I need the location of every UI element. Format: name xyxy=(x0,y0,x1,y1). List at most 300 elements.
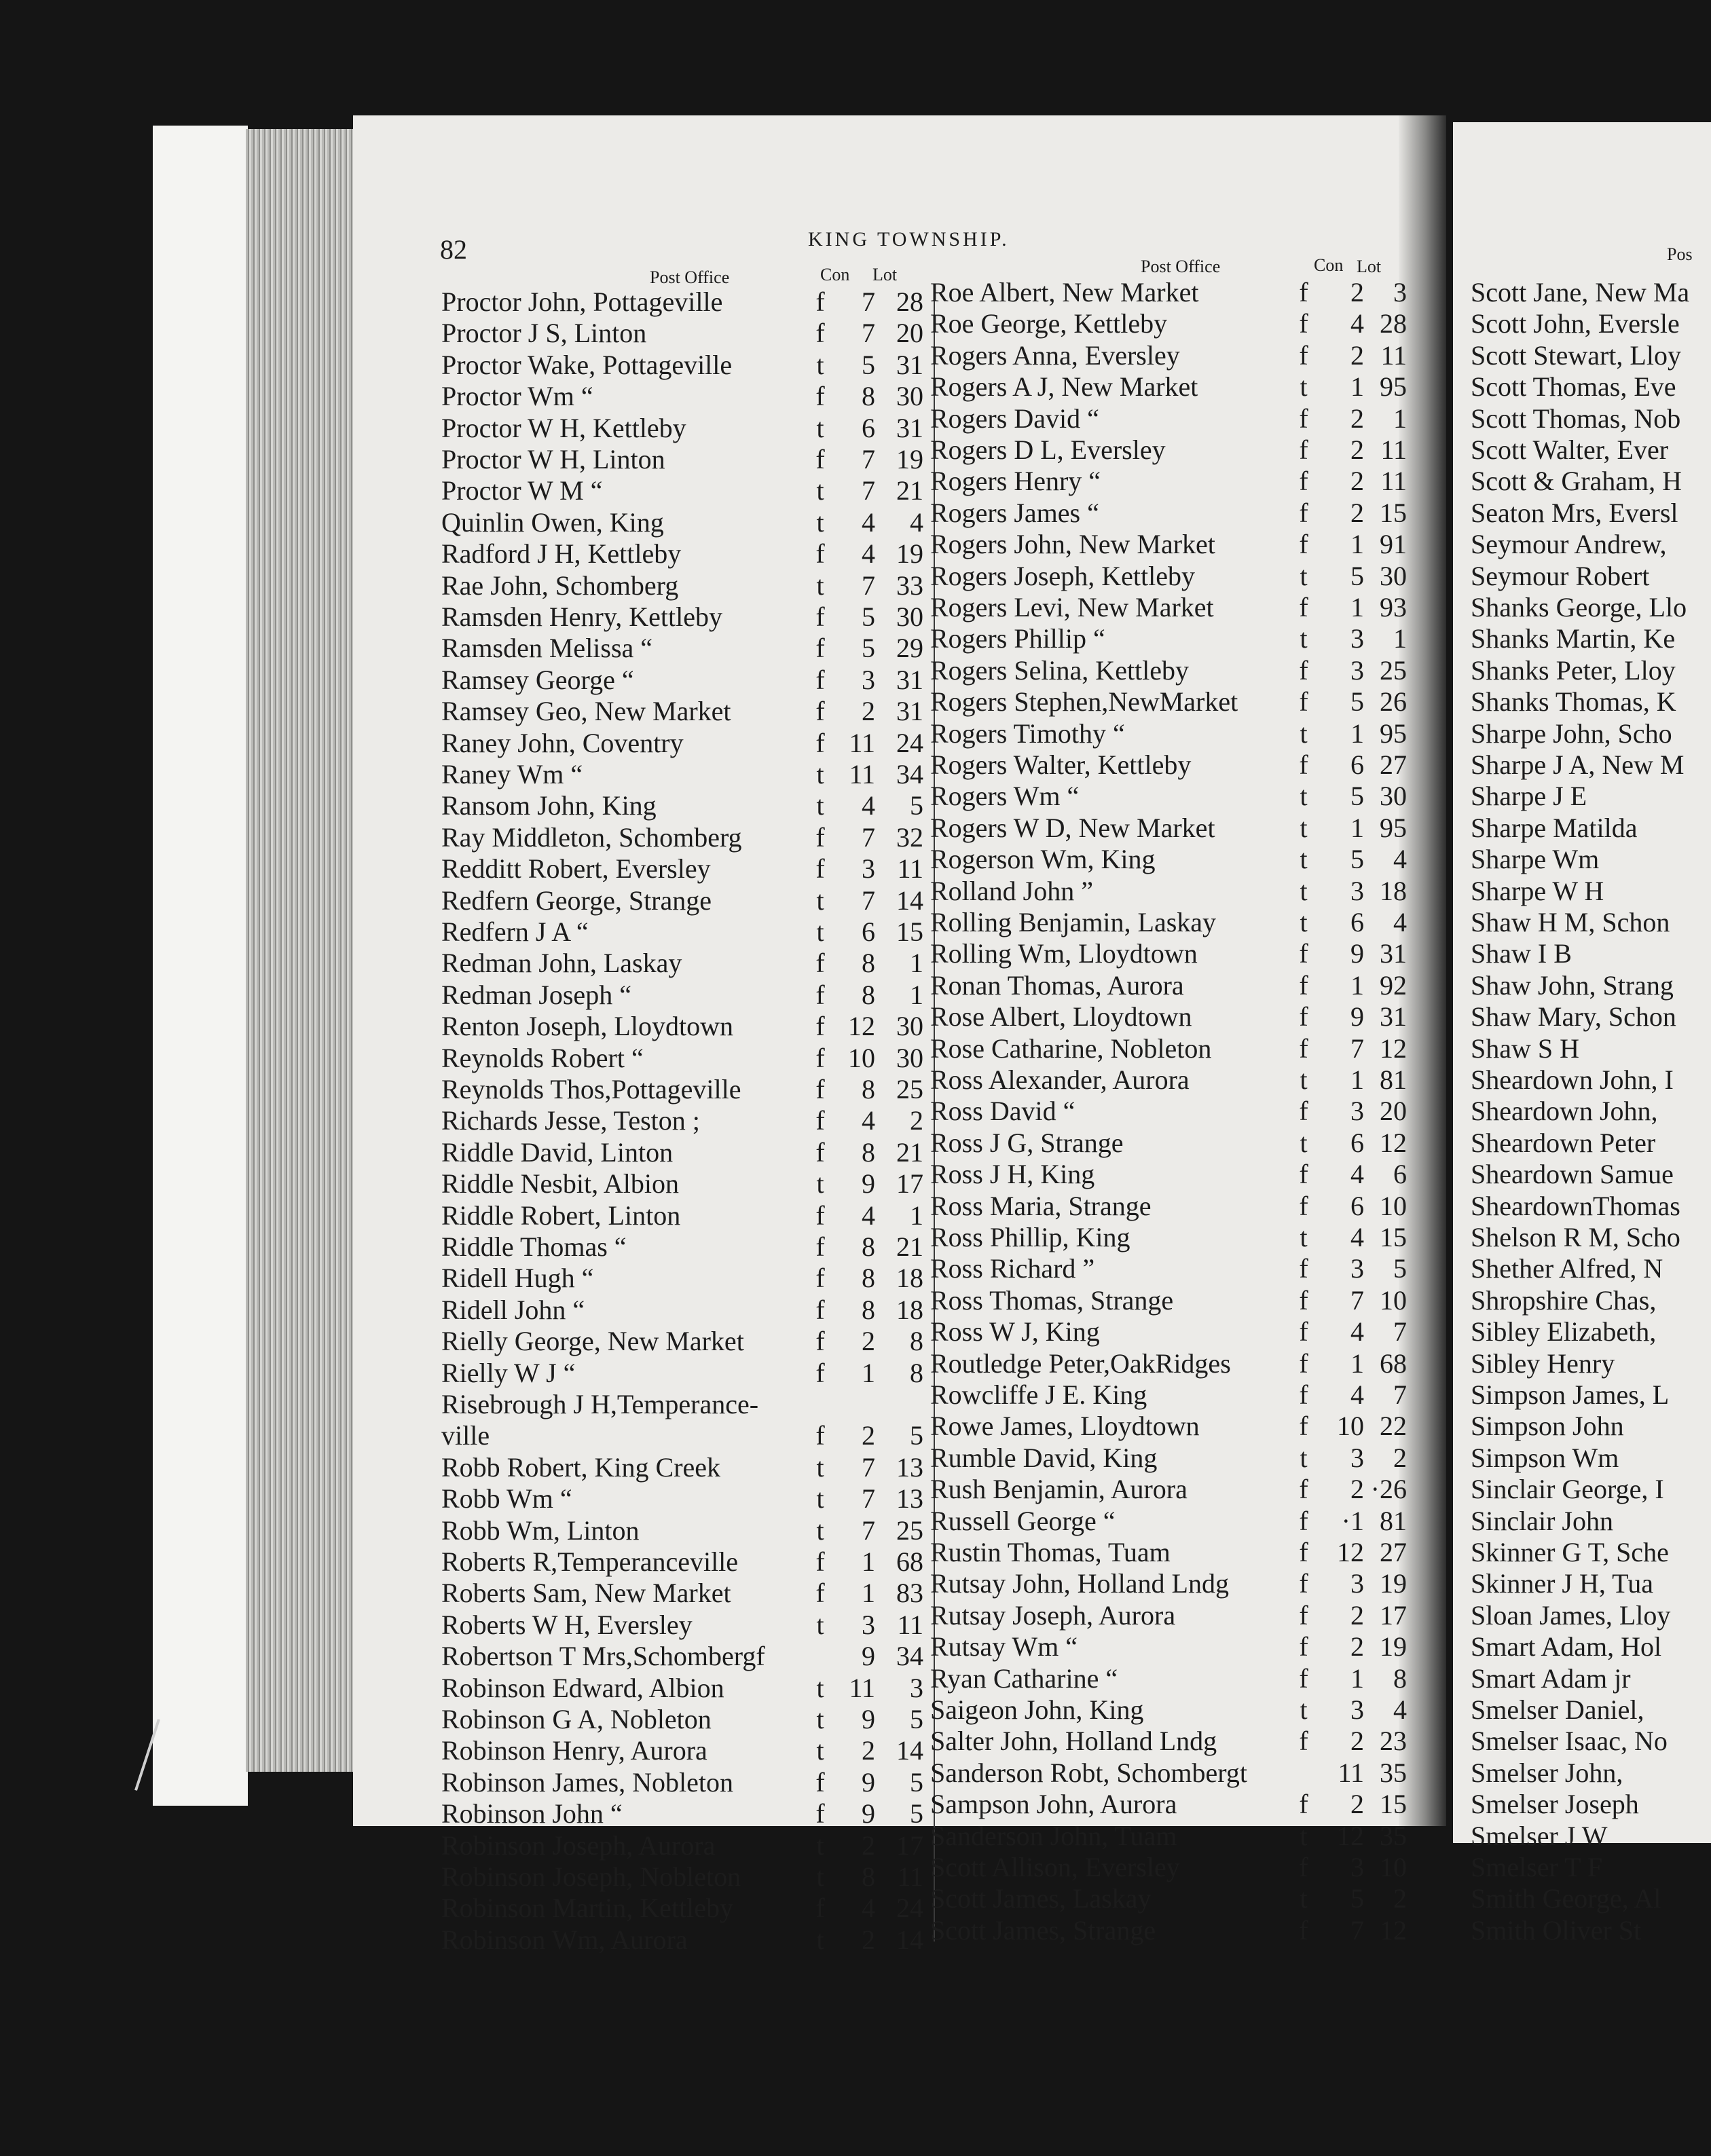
entry-name: Ross J H, King xyxy=(930,1159,1095,1190)
tenure-code: f xyxy=(1299,592,1308,622)
directory-entry xyxy=(441,822,923,853)
directory-entry xyxy=(441,1515,923,1546)
entry-name: Rush Benjamin, Aurora xyxy=(930,1474,1188,1505)
facing-entry: Smelser Isaac, No xyxy=(1471,1726,1668,1757)
concession: 7 xyxy=(862,1483,875,1514)
entry-name: Rogers Joseph, Kettleby xyxy=(930,560,1195,591)
left-lot-header: Lot xyxy=(872,265,898,284)
tenure-code: f xyxy=(815,1420,825,1451)
directory-entry xyxy=(441,1295,923,1326)
entry-name: Radford J H, Kettleby xyxy=(441,538,682,570)
entry-name: Proctor W H, Kettleby xyxy=(441,412,686,443)
entry-name: Rogers Walter, Kettleby xyxy=(930,749,1192,780)
directory-entry xyxy=(930,686,1407,718)
directory-entry xyxy=(930,1537,1407,1568)
tenure-code: t xyxy=(816,916,824,947)
tenure-code: f xyxy=(1299,1726,1308,1757)
tenure-code: t xyxy=(816,790,824,821)
entry-name: Risebrough J H,Temperance- xyxy=(441,1389,759,1419)
lot-number: 17 xyxy=(1380,1599,1407,1631)
directory-entry xyxy=(930,434,1407,466)
concession: 2 xyxy=(862,1924,875,1955)
tenure-code: f xyxy=(815,1105,825,1136)
tenure-code: t xyxy=(1300,1222,1308,1252)
directory-entry xyxy=(441,853,923,885)
directory-entry xyxy=(441,1925,923,1956)
lot-number: 19 xyxy=(1380,1631,1407,1662)
entry-name: Renton Joseph, Lloydtown xyxy=(441,1011,733,1042)
tenure-code: t xyxy=(1300,875,1308,906)
lot-number: 14 xyxy=(896,1735,923,1766)
tenure-code: f xyxy=(1299,1411,1308,1442)
entry-name: Robinson Joseph, Aurora xyxy=(441,1829,716,1861)
entry-name: Riddle Thomas “ xyxy=(441,1231,627,1262)
concession: 12 xyxy=(1337,1820,1364,1851)
facing-entry: Sharpe W H xyxy=(1471,875,1604,906)
directory-entry xyxy=(930,1443,1407,1474)
entry-name: Proctor W H, Linton xyxy=(441,444,665,475)
tenure-code: t xyxy=(816,1168,824,1200)
tenure-code: f xyxy=(1299,1096,1308,1127)
tenure-code: f xyxy=(1299,1631,1308,1662)
lot-number: 31 xyxy=(1380,938,1407,969)
tenure-code: t xyxy=(816,1672,824,1703)
facing-entry: Sloan James, Lloy xyxy=(1471,1599,1671,1631)
lot-number: 12 xyxy=(1380,1033,1407,1064)
concession: 7 xyxy=(862,444,875,475)
concession: 7 xyxy=(1350,1284,1364,1316)
concession: 9 xyxy=(1350,1001,1364,1033)
lot-number: 30 xyxy=(1380,781,1407,812)
concession: 1 xyxy=(862,1357,875,1388)
tenure-code: f xyxy=(815,821,825,853)
lot-number: 95 xyxy=(1380,718,1407,749)
lot-number: 31 xyxy=(896,664,923,695)
tenure-code: t xyxy=(816,475,824,506)
directory-entry xyxy=(930,403,1407,434)
directory-entry xyxy=(441,665,923,696)
directory-entry xyxy=(441,381,923,412)
tenure-code: f xyxy=(815,1546,825,1577)
lot-number: 5 xyxy=(910,1704,923,1734)
entry-name: Ross W J, King xyxy=(930,1316,1100,1348)
concession: 3 xyxy=(1350,623,1364,654)
directory-entry xyxy=(930,1821,1407,1852)
tenure-code: t xyxy=(1300,1820,1308,1851)
directory-entry xyxy=(441,1358,923,1389)
directory-entry xyxy=(930,876,1407,907)
directory-entry xyxy=(930,1033,1407,1064)
facing-entry: Smart Adam jr xyxy=(1471,1662,1631,1694)
facing-entry: Scott John, Eversle xyxy=(1471,308,1680,339)
facing-entry: Smelser T F xyxy=(1471,1852,1603,1882)
concession: 5 xyxy=(1350,560,1364,591)
entry-name: Roe Albert, New Market xyxy=(930,277,1199,308)
facing-entry: Seymour Robert xyxy=(1471,560,1650,591)
entry-name: Rogers D L, Eversley xyxy=(930,434,1166,465)
entry-name: Robinson Martin, Kettleby xyxy=(441,1893,733,1924)
entry-name: Routledge Peter,OakRidges xyxy=(930,1348,1231,1379)
concession: 4 xyxy=(1350,1379,1364,1410)
tenure-code: f xyxy=(815,318,825,349)
directory-entry xyxy=(441,1861,923,1893)
lot-number: 12 xyxy=(1380,1127,1407,1158)
concession: 5 xyxy=(1350,686,1364,718)
tenure-code: f xyxy=(815,1074,825,1104)
tenure-code: f xyxy=(815,727,825,758)
lot-number: 32 xyxy=(896,821,923,853)
lot-number: 35 xyxy=(1380,1820,1407,1851)
directory-entry xyxy=(441,286,923,318)
facing-entry: Shaw Mary, Schon xyxy=(1471,1001,1676,1033)
entry-name: Robinson G A, Nobleton xyxy=(441,1704,712,1734)
directory-entry xyxy=(930,1222,1407,1253)
facing-entry: Sharpe Wm xyxy=(1471,844,1600,875)
entry-name: Ramsey Geo, New Market xyxy=(441,696,731,727)
directory-entry xyxy=(441,1137,923,1168)
concession: 1 xyxy=(1350,592,1364,622)
directory-entry xyxy=(930,749,1407,781)
concession: 10 xyxy=(848,1042,875,1073)
concession: 12 xyxy=(1337,1537,1364,1567)
directory-entry xyxy=(441,1735,923,1766)
tenure-code: f xyxy=(815,601,825,632)
concession: 8 xyxy=(862,1294,875,1325)
lot-number: 3 xyxy=(910,1672,923,1703)
tenure-code: f xyxy=(815,1136,825,1168)
tenure-code: f xyxy=(1299,1253,1308,1284)
tenure-code: t xyxy=(816,349,824,380)
concession: 2 xyxy=(862,1420,875,1451)
concession: 8 xyxy=(862,381,875,412)
directory-entry xyxy=(441,1263,923,1294)
lot-number: 13 xyxy=(896,1483,923,1514)
entry-name: Rogers Timothy “ xyxy=(930,718,1125,749)
tenure-code: f xyxy=(1299,497,1308,528)
entry-name: Riddle Nesbit, Albion xyxy=(441,1168,679,1200)
concession: 7 xyxy=(1350,1914,1364,1946)
lot-number: 31 xyxy=(896,349,923,380)
concession: 1 xyxy=(1350,969,1364,1001)
tenure-code: f xyxy=(1299,308,1308,339)
entry-name: Roberts W H, Eversley xyxy=(441,1609,693,1640)
entry-name: Rogers James “ xyxy=(930,497,1099,528)
concession: 2 xyxy=(1350,403,1364,434)
entry-name: Sanderson Robt, Schombergt xyxy=(930,1757,1248,1788)
entry-name: Redditt Robert, Eversley xyxy=(441,853,711,885)
mid-post-office-header: Post Office xyxy=(1141,257,1221,276)
facing-entry: Sharpe J E xyxy=(1471,781,1587,812)
tenure-code: f xyxy=(1299,403,1308,434)
lot-number: 25 xyxy=(896,1074,923,1104)
entry-name: Robinson Edward, Albion xyxy=(441,1672,724,1703)
entry-name: Robinson Wm, Aurora xyxy=(441,1924,688,1955)
facing-entry: Skinner G T, Sche xyxy=(1471,1537,1669,1567)
tenure-code: t xyxy=(816,1704,824,1734)
lot-number: 30 xyxy=(896,1011,923,1042)
tenure-code: f xyxy=(1299,434,1308,465)
entry-name: Ridell John “ xyxy=(441,1294,585,1325)
concession: 8 xyxy=(862,1231,875,1262)
directory-entry xyxy=(441,570,923,601)
tenure-code: t xyxy=(1300,1442,1308,1473)
directory-entry xyxy=(930,813,1407,844)
tenure-code: t xyxy=(816,1483,824,1514)
lot-number: 1 xyxy=(1393,403,1407,434)
entry-name: Ross Phillip, King xyxy=(930,1222,1130,1252)
tenure-code: f xyxy=(815,1042,825,1073)
concession: 3 xyxy=(1350,1253,1364,1284)
tenure-code: f xyxy=(815,1798,825,1829)
lot-number: 5 xyxy=(910,1766,923,1798)
directory-entry xyxy=(441,350,923,381)
directory-entry xyxy=(930,938,1407,969)
lot-number: 1 xyxy=(910,1200,923,1231)
tenure-code: t xyxy=(1300,1694,1308,1725)
facing-entry: Shaw I B xyxy=(1471,938,1572,969)
entry-name: Riddle David, Linton xyxy=(441,1136,674,1168)
directory-entry xyxy=(441,413,923,444)
lot-number: 68 xyxy=(1380,1348,1407,1379)
directory-entry xyxy=(930,1253,1407,1284)
lot-number: 68 xyxy=(896,1546,923,1577)
lot-number: 19 xyxy=(896,538,923,570)
concession: 3 xyxy=(1350,654,1364,686)
directory-entry xyxy=(930,1694,1407,1726)
lot-number: 34 xyxy=(896,759,923,789)
concession: 9 xyxy=(862,1766,875,1798)
concession: 4 xyxy=(862,538,875,570)
tenure-code: f xyxy=(1299,1789,1308,1820)
entry-name: Rolland John ” xyxy=(930,875,1093,906)
lot-number: 24 xyxy=(896,1893,923,1924)
lot-number: 11 xyxy=(1380,339,1407,371)
lot-number: 5 xyxy=(910,1420,923,1451)
directory-entry xyxy=(441,538,923,570)
concession: 3 xyxy=(1350,1442,1364,1473)
entry-name: Ramsey George “ xyxy=(441,664,634,695)
lot-number: 4 xyxy=(1393,907,1407,937)
concession: 4 xyxy=(862,790,875,821)
running-head: KING TOWNSHIP. xyxy=(808,228,1010,250)
facing-entry: Skinner J H, Tua xyxy=(1471,1568,1653,1599)
concession: 3 xyxy=(1350,1568,1364,1599)
entry-name: Robb Wm, Linton xyxy=(441,1514,640,1546)
directory-entry xyxy=(930,498,1407,529)
lot-number: 95 xyxy=(1380,812,1407,843)
entry-name: Rogerson Wm, King xyxy=(930,844,1156,875)
entry-name: Ray Middleton, Schomberg xyxy=(441,821,742,853)
lot-number: 34 xyxy=(896,1641,923,1672)
concession: 6 xyxy=(1350,1127,1364,1158)
mid-lot-header: Lot xyxy=(1357,257,1382,276)
concession: 5 xyxy=(862,633,875,664)
entry-name: Sampson John, Aurora xyxy=(930,1789,1177,1820)
entry-name: Robb Robert, King Creek xyxy=(441,1451,721,1483)
lot-number: 19 xyxy=(896,444,923,475)
entry-name: Raney John, Coventry xyxy=(441,727,684,758)
facing-post-office-header: Pos xyxy=(1667,244,1693,264)
concession: 4 xyxy=(862,1893,875,1924)
concession: 8 xyxy=(862,1861,875,1892)
directory-entry xyxy=(930,718,1407,749)
entry-name: Rose Catharine, Nobleton xyxy=(930,1033,1212,1064)
lot-number: 11 xyxy=(1380,466,1407,497)
tenure-code: f xyxy=(1299,938,1308,969)
entry-name: Roberts R,Temperanceville xyxy=(441,1546,739,1577)
facing-entry: Sibley Henry xyxy=(1471,1348,1615,1379)
facing-entry: Scott Stewart, Lloy xyxy=(1471,339,1681,371)
lot-number: 2 xyxy=(1393,1442,1407,1473)
directory-entry xyxy=(441,1326,923,1357)
facing-entry: Smart Adam, Hol xyxy=(1471,1631,1662,1662)
lot-number: 81 xyxy=(1380,1064,1407,1095)
directory-entry xyxy=(930,371,1407,403)
concession: 9 xyxy=(862,1168,875,1200)
entry-name: Rustin Thomas, Tuam xyxy=(930,1537,1171,1567)
concession: 4 xyxy=(862,506,875,538)
tenure-code: f xyxy=(1299,1568,1308,1599)
lot-number: 22 xyxy=(1380,1411,1407,1442)
entry-name: Saigeon John, King xyxy=(930,1694,1144,1725)
lot-number: 15 xyxy=(1380,1789,1407,1820)
concession: 1 xyxy=(1350,529,1364,560)
facing-entry: Sheardown Samue xyxy=(1471,1159,1674,1190)
concession: 3 xyxy=(862,1609,875,1640)
directory-entry xyxy=(441,444,923,475)
lot-number: 30 xyxy=(896,1042,923,1073)
lot-number: 10 xyxy=(1380,1190,1407,1221)
concession: 2 xyxy=(1350,339,1364,371)
lot-number: 4 xyxy=(1393,1694,1407,1725)
tenure-code: f xyxy=(1299,1599,1308,1631)
facing-page xyxy=(1453,122,1711,1946)
entry-name: Raney Wm “ xyxy=(441,759,583,789)
mid-con-header: Con xyxy=(1314,255,1344,275)
entry-name: Rogers Henry “ xyxy=(930,466,1101,497)
tenure-code: f xyxy=(815,664,825,695)
tenure-code: t xyxy=(1300,1883,1308,1914)
directory-entry xyxy=(441,885,923,916)
entry-name: ville xyxy=(441,1420,490,1451)
tenure-code: f xyxy=(1299,686,1308,718)
lot-number: 19 xyxy=(1380,1568,1407,1599)
directory-entry xyxy=(930,1159,1407,1190)
tenure-code: t xyxy=(1300,907,1308,937)
concession: 2 xyxy=(862,696,875,727)
entry-name: Rogers John, New Market xyxy=(930,529,1215,560)
lot-number: 4 xyxy=(910,506,923,538)
directory-entry xyxy=(930,340,1407,371)
lot-number: 14 xyxy=(896,885,923,916)
directory-entry xyxy=(441,1483,923,1514)
tenure-code: f xyxy=(1299,1284,1308,1316)
concession: ·1 xyxy=(1341,1505,1364,1536)
entry-name: Redfern J A “ xyxy=(441,916,589,947)
concession: 4 xyxy=(1350,1222,1364,1252)
tenure-code: f xyxy=(1299,1505,1308,1536)
directory-entry xyxy=(441,1893,923,1924)
tenure-code: f xyxy=(1299,1316,1308,1348)
page-number: 82 xyxy=(440,234,467,265)
entry-name: Reynolds Robert “ xyxy=(441,1042,644,1073)
facing-entry: SheardownThomas xyxy=(1471,1190,1680,1221)
directory-entry xyxy=(930,466,1407,497)
concession: 1 xyxy=(1350,1348,1364,1379)
concession: 1 xyxy=(862,1578,875,1609)
facing-entry: Shether Alfred, N xyxy=(1471,1253,1663,1284)
tenure-code: t xyxy=(816,570,824,601)
entry-name: Rolling Benjamin, Laskay xyxy=(930,907,1217,937)
concession: 5 xyxy=(1350,844,1364,875)
directory-entry xyxy=(441,790,923,821)
lot-number: 10 xyxy=(1380,1284,1407,1316)
entry-name: Robinson James, Nobleton xyxy=(441,1766,733,1798)
directory-entry xyxy=(930,1379,1407,1411)
entry-name: Ronan Thomas, Aurora xyxy=(930,969,1184,1001)
lot-number: 24 xyxy=(896,727,923,758)
entry-name: Robb Wm “ xyxy=(441,1483,572,1514)
lot-number: 17 xyxy=(896,1829,923,1861)
lot-number: 28 xyxy=(896,286,923,317)
lot-number: 33 xyxy=(896,570,923,601)
lot-number: 6 xyxy=(1393,1159,1407,1190)
tenure-code: f xyxy=(815,444,825,475)
concession: 1 xyxy=(1350,1064,1364,1095)
lot-number: 11 xyxy=(897,1609,923,1640)
tenure-code: f xyxy=(1299,1662,1308,1694)
directory-entry xyxy=(441,1641,923,1672)
entry-name: Redfern George, Strange xyxy=(441,885,712,916)
tenure-code: t xyxy=(816,1829,824,1861)
facing-entry: Seaton Mrs, Eversl xyxy=(1471,497,1678,528)
entry-name: Ross J G, Strange xyxy=(930,1127,1124,1158)
directory-entry xyxy=(930,1411,1407,1442)
entry-name: Rutsay Wm “ xyxy=(930,1631,1078,1662)
tenure-code: f xyxy=(815,1200,825,1231)
concession: 8 xyxy=(862,1263,875,1294)
tenure-code: f xyxy=(1299,1348,1308,1379)
entry-name: Scott Allison, Eversley xyxy=(930,1852,1180,1882)
lot-number: 5 xyxy=(910,790,923,821)
directory-entry xyxy=(930,308,1407,339)
tenure-code: t xyxy=(816,1735,824,1766)
tenure-code: t xyxy=(816,1451,824,1483)
directory-entry xyxy=(930,1096,1407,1127)
directory-entry xyxy=(930,844,1407,875)
tenure-code: f xyxy=(815,979,825,1010)
concession: 7 xyxy=(862,1514,875,1546)
lot-number: 92 xyxy=(1380,969,1407,1001)
tenure-code: t xyxy=(1300,844,1308,875)
facing-entry: Smelser John, xyxy=(1471,1757,1623,1788)
lot-number: 2 xyxy=(910,1105,923,1136)
lot-number: 93 xyxy=(1380,592,1407,622)
concession: 2 xyxy=(1350,277,1364,308)
lot-number: 5 xyxy=(910,1798,923,1829)
entry-name: Roberts Sam, New Market xyxy=(441,1578,731,1609)
tenure-code: f xyxy=(1299,1914,1308,1946)
facing-entry: Scott Thomas, Eve xyxy=(1471,371,1676,403)
tenure-code: t xyxy=(1300,718,1308,749)
concession: 1 xyxy=(1350,1662,1364,1694)
tenure-code: f xyxy=(1299,466,1308,497)
concession: 3 xyxy=(862,664,875,695)
facing-entry: Shanks Thomas, K xyxy=(1471,686,1676,718)
facing-entry: Sheardown Peter xyxy=(1471,1127,1656,1158)
facing-entry: Sheardown John, I xyxy=(1471,1064,1674,1095)
facing-entry: Shelson R M, Scho xyxy=(1471,1222,1680,1252)
